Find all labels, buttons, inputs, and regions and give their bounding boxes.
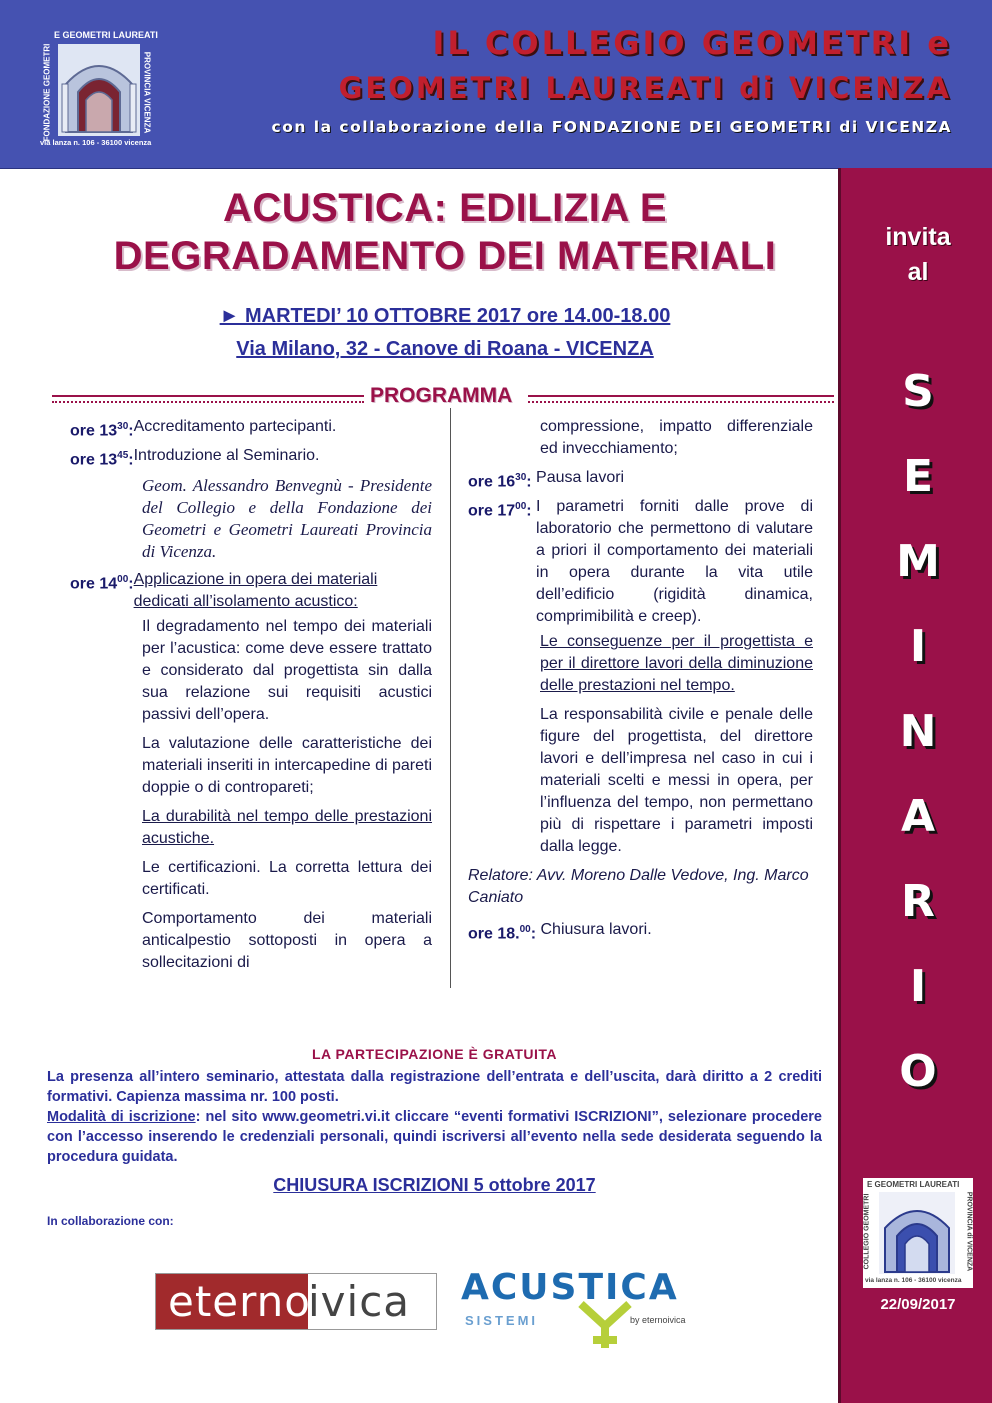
sidebar-invita: invita bbox=[885, 223, 951, 251]
program-time: ore 18.00: bbox=[468, 924, 537, 943]
program-text: Pausa lavori bbox=[536, 469, 625, 486]
program-paragraph: compressione, impatto differenziale ed invecchiamento; bbox=[540, 418, 813, 457]
program-time: ore $16^{30}$: bbox=[468, 472, 532, 491]
sidebar-logo-address: via lanza n. 106 - 36100 vicenza bbox=[865, 1277, 962, 1284]
seminar-title-line1: ACUSTICA: EDILIZIA E bbox=[222, 186, 668, 230]
program-item bbox=[70, 569, 432, 613]
arch-building-icon bbox=[879, 1192, 955, 1274]
program-topic-title: Applicazione in opera dei materiali dedicati all’isolamento acustico: bbox=[133, 570, 378, 610]
registration-deadline: CHIUSURA ISCRIZIONI 5 ottobre 2017 bbox=[273, 1175, 596, 1195]
credits-paragraph: La presenza all’intero seminario, attestata dalla registrazione dell’entrata e dell’uscita, darà diritto a 2 crediti formativi. Capienza massima nr. 100 posti. bbox=[47, 1069, 822, 1105]
sidebar-letter: A bbox=[900, 791, 936, 842]
acustica-logo-by: by eternoivica bbox=[630, 1315, 686, 1325]
logo-address-text: via lanza n. 106 - 36100 vicenza bbox=[40, 138, 152, 147]
program-text: Introduzione al Seminario. bbox=[133, 447, 320, 465]
program-item bbox=[70, 416, 432, 442]
sidebar-letter: N bbox=[899, 706, 937, 757]
program-left-column bbox=[70, 416, 432, 981]
program-paragraph: La valutazione delle caratteristiche dei materiali inseriti in intercapedine di pareti doppie o di contropareti; bbox=[142, 734, 432, 796]
program-paragraph: La durabilità nel tempo delle prestazioni acustiche. bbox=[142, 807, 432, 847]
arch-building-icon bbox=[58, 44, 140, 136]
section-divider-left bbox=[52, 395, 364, 403]
program-text: Accreditamento partecipanti. bbox=[133, 418, 337, 435]
registration-paragraph bbox=[47, 1107, 822, 1167]
program-paragraph: Il degradamento nel tempo dei materiali per l’acustica: come deve essere trattato e considerato dal progettista sin dalla sua relazione sui requisiti acustici passivi dell’opera. bbox=[142, 617, 432, 723]
sidebar-letter: R bbox=[901, 876, 935, 927]
header-subtitle: con la collaborazione della FONDAZIONE DEI GEOMETRI di VICENZA bbox=[271, 118, 952, 136]
program-item bbox=[468, 919, 813, 945]
program-right-column bbox=[468, 416, 813, 949]
registration-text: : nel sito www.geometri.vi.it cliccare “eventi formativi ISCRIZIONI”, selezionare procedere con l’accesso inserendo le credenziali personali, quindi iscriversi all’evento nella sede desiderata seguendo la procedura guidata. bbox=[47, 1109, 822, 1165]
logo-left-text: FONDAZIONE GEOMETRI bbox=[42, 43, 52, 142]
header-title-line1: IL COLLEGIO GEOMETRI e bbox=[432, 24, 952, 62]
document-date: 22/09/2017 bbox=[880, 1296, 956, 1313]
event-date-time: ► MARTEDI’ 10 OTTOBRE 2017 ore 14.00-18.00 bbox=[219, 305, 671, 327]
sidebar-letter: O bbox=[899, 1046, 937, 1097]
seminario-sidebar bbox=[838, 168, 992, 1403]
program-text: I parametri forniti dalle prove di laboratorio che permettono di valutare a priori il comportamento dei materiali in opera durante la vita utile dell’edificio (rigidità dinamica, comprimibilità e creep). bbox=[536, 498, 813, 626]
sidebar-logo-top-text: E GEOMETRI LAUREATI bbox=[867, 1180, 960, 1189]
program-item bbox=[468, 467, 813, 493]
header-title-line2: GEOMETRI LAUREATI di VICENZA bbox=[338, 71, 952, 105]
header-banner bbox=[0, 0, 992, 169]
section-divider-right bbox=[528, 395, 834, 403]
sidebar-letter: S bbox=[902, 366, 934, 417]
program-time: ore $17^{00}$: bbox=[468, 501, 532, 520]
free-participation-heading: LA PARTECIPAZIONE È GRATUITA bbox=[312, 1046, 557, 1062]
logo-top-text: E GEOMETRI LAUREATI bbox=[54, 30, 158, 40]
column-divider bbox=[450, 408, 451, 988]
program-item bbox=[70, 445, 432, 471]
sidebar-logo-left-text: COLLEGIO GEOMETRI bbox=[863, 1193, 871, 1270]
eternoivica-logo-text-a: eterno bbox=[168, 1277, 311, 1326]
program-time: ore $13^{45}$: bbox=[70, 450, 134, 469]
sidebar-letter: I bbox=[909, 621, 927, 672]
collaboration-label: In collaborazione con: bbox=[47, 1214, 174, 1228]
program-text: Chiusura lavori. bbox=[540, 921, 652, 939]
registration-label: Modalità di iscrizione bbox=[47, 1109, 196, 1125]
eternoivica-logo-text-b: ivica bbox=[308, 1277, 411, 1326]
sidebar-letter: E bbox=[902, 451, 934, 502]
collegio-logo bbox=[40, 30, 158, 150]
acustica-logo-subtext: SISTEMI bbox=[465, 1313, 539, 1328]
programma-heading: PROGRAMMA bbox=[370, 384, 513, 407]
acustica-logo-text: ACUSTICA bbox=[461, 1267, 679, 1308]
program-paragraph: Le certificazioni. La corretta lettura dei certificati. bbox=[142, 858, 432, 898]
program-time: ore $13^{30}$: bbox=[70, 421, 134, 440]
sidebar-logo-right-text: PROVINCIA di VICENZA bbox=[965, 1191, 973, 1272]
sidebar-al: al bbox=[907, 258, 929, 286]
program-paragraph: La responsabilità civile e penale delle figure del progettista, del direttore lavori e dell’impresa nel caso in cui i materiali scelti e messi in opera, per l’influenza del tempo, non permettano più di rispettare i parametri imposti dalla legge. bbox=[540, 706, 813, 856]
sidebar-collegio-logo bbox=[863, 1178, 973, 1288]
program-paragraph: Le conseguenze per il progettista e per il direttore lavori della diminuzione delle prestazioni nel tempo. bbox=[540, 633, 813, 695]
sidebar-letter: I bbox=[909, 961, 927, 1012]
info-block bbox=[47, 1067, 822, 1167]
program-paragraph: Comportamento dei materiali anticalpestio sottoposti in opera a sollecitazioni di bbox=[142, 909, 432, 971]
eternoivica-logo bbox=[155, 1273, 437, 1330]
logo-right-text: PROVINCIA VICENZA bbox=[142, 51, 152, 134]
program-item bbox=[468, 496, 813, 628]
speakers-line: Relatore: Avv. Moreno Dalle Vedove, Ing. Marco Caniato bbox=[468, 867, 809, 907]
seminar-title-line2: DEGRADAMENTO DEI MATERIALI bbox=[113, 234, 777, 278]
program-time: ore $14^{00}$: bbox=[70, 573, 134, 592]
speaker-text: Geom. Alessandro Benvegnù - Presidente del Collegio e della Fondazione dei Geometri e Geometri Laureati Provincia di Vicenza. bbox=[142, 475, 432, 561]
sidebar-letter: M bbox=[896, 536, 940, 587]
acustica-sistemi-logo bbox=[455, 1245, 715, 1350]
event-venue: Via Milano, 32 - Canove di Roana - VICENZA bbox=[236, 338, 654, 360]
